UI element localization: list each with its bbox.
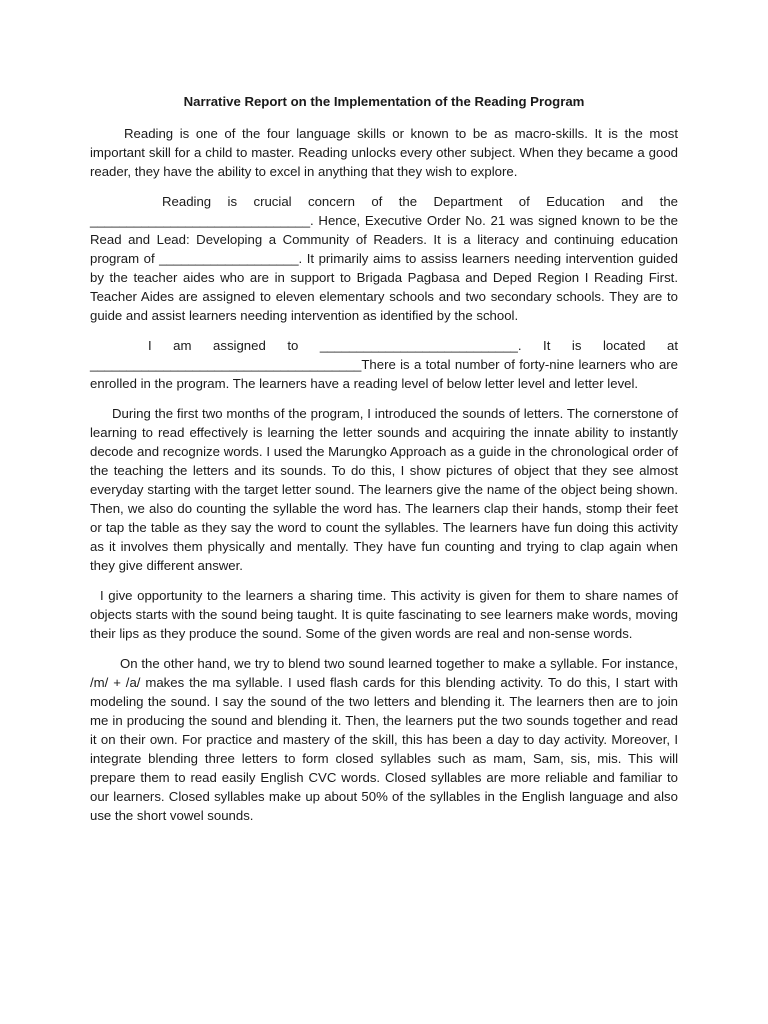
document-page: [90, 92, 678, 836]
paragraph-letter-sounds: During the first two months of the program, I introduced the sounds of letters. The cornerstone of learning to read effectively is learning the letter sounds and acquiring the innate ability to instantly decode and recognize words. I used the Marungko Approach as a guide in the chronological order of the teaching the letters and its sounds. To do this, I show pictures of object that they see almost everyday starting with the target letter sound. The learners give the name of the object being shown. Then, we also do counting the syllable the word has. The learners clap their hands, stomp their feet or tap the table as they say the word to count the syllables. The learners have fun doing this activity as it involves them physically and mentally. They have fun counting and trying to clap again when they give different answer.: [90, 406, 678, 573]
paragraph-blending: On the other hand, we try to blend two sound learned together to make a syllable. For instance, /m/ + /a/ makes the ma syllable. I used flash cards for this blending activity. To do this, I start with modeling the sound. I say the sound of the two letters and blending it. The learners then are to join me in producing the sound and blending it. Then, the learners put the two sounds together and read it on their own. For practice and mastery of the skill, this has been a day to day activity. Moreover, I integrate blending three letters to form closed syllables such as mam, Sam, sis, mis. This will prepare them to read easily English CVC words. Closed syllables are more reliable and familiar to our learners. Closed syllables make up about 50% of the syllables in the English language and also use the short vowel sounds.: [90, 656, 678, 823]
document-title: Narrative Report on the Implementation of the Reading Program: [183, 94, 585, 109]
paragraph-deped-concern: Reading is crucial concern of the Department of Education and the ______________________________. Hence, Executive Order No. 21 was signed known to be the Read and Lead: Developing a Community of Readers. It is a literacy and continuing education program of ___________________. It primarily aims to assiss learners needing intervention guided by the teacher aides who are in support to Brigada Pagbasa and Deped Region I Reading First. Teacher Aides are assigned to eleven elementary schools and two secondary schools. They are to guide and assist learners needing intervention as identified by the school.: [90, 194, 678, 323]
paragraph-sharing-time: I give opportunity to the learners a sharing time. This activity is given for them to share names of objects starts with the sound being taught. It is quite fascinating to see learners make words, moving their lips as they produce the sound. Some of the given words are real and non-sense words.: [90, 588, 678, 641]
paragraph-reading-skills: Reading is one of the four language skills or known to be as macro-skills. It is the most important skill for a child to master. Reading unlocks every other subject. When they became a good reader, they have the ability to excel in anything that they wish to explore.: [90, 126, 678, 179]
paragraph-assignment: I am assigned to ___________________________. It is located at _____________________________________There is a total number of forty-nine learners who are enrolled in the program. The learners have a reading level of below letter level and letter level.: [90, 338, 678, 391]
